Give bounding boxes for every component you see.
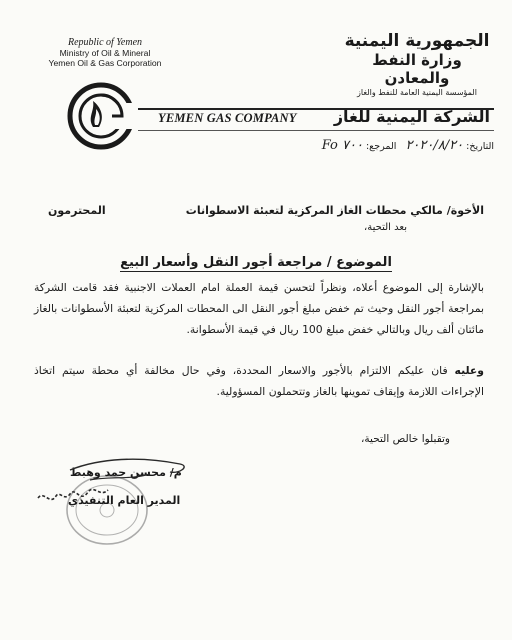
greeting: بعد التحية،	[364, 222, 407, 233]
corporation-en: Yemen Oil & Gas Corporation	[48, 58, 162, 68]
date-reference-line	[194, 138, 494, 153]
recipient-line: الأخوة/ مالكي محطات الغاز المركزية لتعبئة الاسطوانات	[185, 204, 484, 217]
paragraph-2-lead: وعليه	[454, 364, 484, 377]
letterhead-rule-bottom	[138, 130, 494, 131]
ministry-ar: وزارة النفط والمعادن	[372, 51, 462, 87]
signatory-name: م/ محسن حمد وهبط	[70, 466, 182, 479]
handwritten-signature	[30, 450, 230, 540]
paragraph-2-text: فان عليكم الالتزام بالأجور والاسعار المحددة، وفي حال مخالفة أي محطة سيتم اتخاذ الإجراءات اللازمة وإيقاف تموينها بالغاز وتتحملون المسؤولية.	[34, 364, 484, 398]
company-name-ar: الشركة اليمنية للغاز	[333, 107, 490, 126]
republic-ar: الجمهورية اليمنية	[344, 31, 490, 51]
body-paragraph-1: بالإشارة إلى الموضوع أعلاه، ونظراً لتحسن قيمة العملة امام العملات الاجنبية فقد قامت الشركة بمراجعة أجور النقل وحيث تم خفض مبلغ أجور النقل الى المحطات المركزية لتعبئة الأسطوانات بالغاز مائتان ألف ريال وبالتالي خفض مبلغ 100 ريال في قيمة الأسطوانة.	[34, 281, 484, 336]
reference-label: المرجع:	[365, 141, 397, 152]
signatory-title: المدير العام التنفيذي	[68, 494, 181, 507]
corporation-ar: المؤسسة اليمنية العامة للنفط والغاز	[357, 88, 477, 97]
company-logo	[60, 75, 142, 157]
ministry-en: Ministry of Oil & Mineral	[59, 48, 151, 58]
reference-value: ٧٠٠ Fo	[321, 138, 363, 153]
arabic-letterhead	[338, 32, 496, 98]
closing-line: وتقبلوا خالص التحية،	[361, 433, 450, 445]
respected-label: المحترمون	[48, 204, 106, 217]
company-name-en: YEMEN GAS COMPANY	[158, 111, 297, 125]
subject-text: الموضوع / مراجعة أجور النقل وأسعار البيع	[120, 255, 392, 270]
subject-line	[0, 255, 512, 270]
date-label: التاريخ:	[466, 141, 494, 152]
body-paragraph-2	[34, 360, 484, 402]
date-value: ٢٠٢٠/٨/٢٠	[405, 138, 464, 153]
republic-en: Republic of Yemen	[67, 37, 143, 48]
english-letterhead	[30, 38, 180, 68]
